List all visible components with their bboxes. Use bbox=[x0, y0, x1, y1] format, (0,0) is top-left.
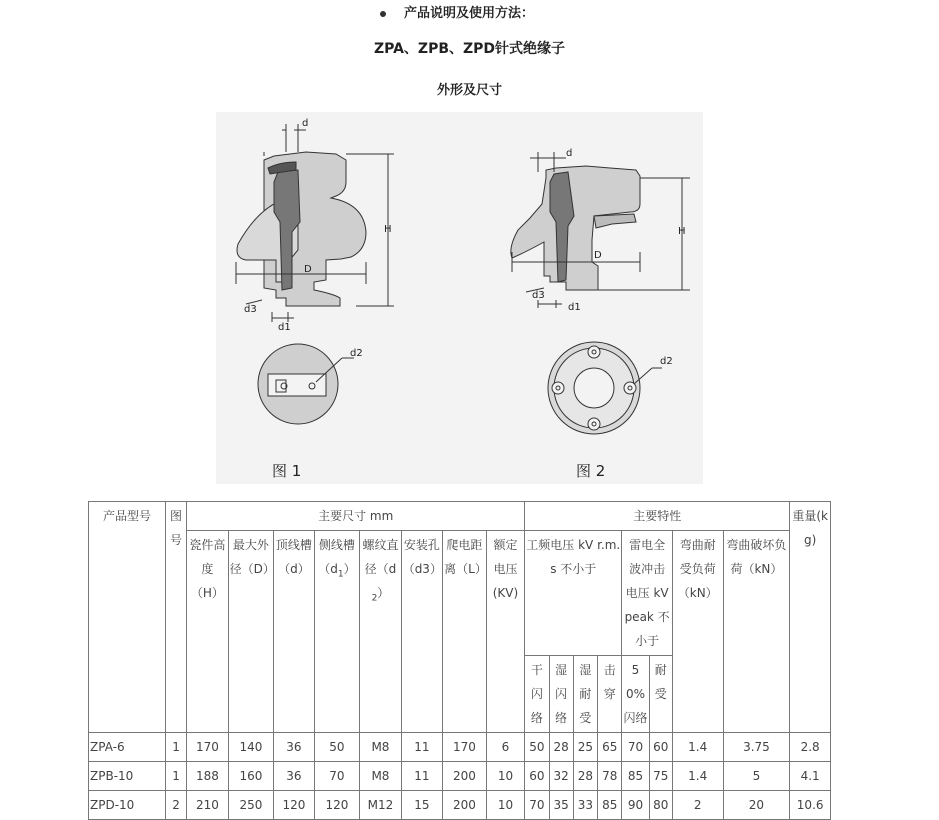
dim-label-d2: d2 bbox=[350, 348, 363, 359]
cell-weight: 10.6 bbox=[790, 791, 831, 820]
cell-kv: 10 bbox=[486, 762, 525, 791]
dim-label-d2-fig2: d2 bbox=[660, 356, 673, 367]
cell-d3: 11 bbox=[401, 762, 442, 791]
cell-50-flashover: 85 bbox=[622, 762, 649, 791]
cell-d3: 11 bbox=[401, 733, 442, 762]
header-d2-close: ） bbox=[377, 586, 390, 600]
cell-fig: 2 bbox=[165, 791, 186, 820]
cell-wet-withstand: 28 bbox=[573, 762, 597, 791]
header-d-top: 顶线槽（d） bbox=[274, 531, 314, 733]
cell-d: 36 bbox=[274, 762, 314, 791]
cell-d1: 50 bbox=[314, 733, 360, 762]
header-fig: 图号 bbox=[165, 502, 186, 733]
figure-1-side-view bbox=[236, 124, 394, 322]
bullet-icon bbox=[380, 11, 386, 17]
table-row bbox=[89, 733, 831, 762]
cell-d1: 120 bbox=[314, 791, 360, 820]
dim-label-d3-fig2: d3 bbox=[532, 290, 545, 301]
header-h: 瓷件高度（H） bbox=[187, 531, 228, 733]
dim-label-d-outer-fig2: D bbox=[594, 250, 602, 261]
figure-2-side-view bbox=[511, 152, 690, 308]
cell-d3: 15 bbox=[401, 791, 442, 820]
cell-model: ZPB-10 bbox=[89, 762, 166, 791]
cell-withstand: 80 bbox=[649, 791, 672, 820]
cell-d-max: 140 bbox=[228, 733, 274, 762]
cell-weight: 4.1 bbox=[790, 762, 831, 791]
header-50-flashover: 50%闪络 bbox=[622, 656, 649, 733]
cell-d2: M8 bbox=[360, 733, 401, 762]
cell-fig: 1 bbox=[165, 762, 186, 791]
cell-d2: M12 bbox=[360, 791, 401, 820]
cell-l: 170 bbox=[443, 733, 487, 762]
dim-label-d3: d3 bbox=[244, 304, 257, 315]
cell-l: 200 bbox=[443, 762, 487, 791]
dim-label-d1-fig2: d1 bbox=[568, 302, 581, 313]
cell-fig: 1 bbox=[165, 733, 186, 762]
dim-label-d1: d1 bbox=[278, 322, 291, 333]
dim-label-h: H bbox=[384, 224, 392, 235]
cell-50-flashover: 90 bbox=[622, 791, 649, 820]
cell-kv: 10 bbox=[486, 791, 525, 820]
header-wet-withstand: 湿耐受 bbox=[573, 656, 597, 733]
cell-puncture: 85 bbox=[598, 791, 622, 820]
cell-h: 188 bbox=[187, 762, 228, 791]
cell-wet: 32 bbox=[549, 762, 573, 791]
header-d1 bbox=[314, 531, 360, 733]
cell-d1: 70 bbox=[314, 762, 360, 791]
dim-label-d: d bbox=[302, 118, 309, 129]
header-d1-text: 侧线槽（d bbox=[318, 538, 355, 576]
cell-h: 210 bbox=[187, 791, 228, 820]
cell-d: 36 bbox=[274, 733, 314, 762]
table-header-row-2 bbox=[89, 531, 831, 656]
section-heading bbox=[380, 2, 534, 21]
figure-1-top-view bbox=[258, 344, 354, 424]
cell-dry: 60 bbox=[525, 762, 549, 791]
header-l: 爬电距离（L） bbox=[443, 531, 487, 733]
cell-puncture: 65 bbox=[598, 733, 622, 762]
header-power-freq: 工频电压 kV r.m.s 不小于 bbox=[525, 531, 622, 656]
cell-model: ZPD-10 bbox=[89, 791, 166, 820]
page-subtitle: 外形及尺寸 bbox=[436, 83, 502, 98]
header-d3: 安装孔（d3） bbox=[401, 531, 442, 733]
cell-puncture: 78 bbox=[598, 762, 622, 791]
cell-model: ZPA-6 bbox=[89, 733, 166, 762]
cell-wet: 28 bbox=[549, 733, 573, 762]
figure-1-caption: 图 1 bbox=[272, 462, 302, 480]
insulator-drawing bbox=[216, 112, 703, 484]
header-d1-sub: 1 bbox=[337, 569, 344, 580]
cell-d2: M8 bbox=[360, 762, 401, 791]
header-wet-flashover: 湿闪络 bbox=[549, 656, 573, 733]
cell-d-max: 250 bbox=[228, 791, 274, 820]
header-bend-break: 弯曲破坏负荷（kN） bbox=[723, 531, 790, 733]
cell-bend: 1.4 bbox=[672, 762, 723, 791]
header-d2 bbox=[360, 531, 401, 733]
header-bend-withstand: 弯曲耐受负荷（kN） bbox=[672, 531, 723, 733]
cell-break: 5 bbox=[723, 762, 790, 791]
header-model: 产品型号 bbox=[89, 502, 166, 733]
header-lightning: 雷电全波冲击电压 kV peak 不小于 bbox=[622, 531, 673, 656]
dim-label-d-outer: D bbox=[304, 264, 312, 275]
table-header-row-1 bbox=[89, 502, 831, 531]
figure-2-caption: 图 2 bbox=[576, 462, 606, 480]
cell-wet: 35 bbox=[549, 791, 573, 820]
cell-weight: 2.8 bbox=[790, 733, 831, 762]
header-d2-sub: 2 bbox=[371, 593, 378, 604]
specification-table bbox=[88, 501, 831, 820]
cell-bend: 1.4 bbox=[672, 733, 723, 762]
cell-wet-withstand: 25 bbox=[573, 733, 597, 762]
header-d1-close: ） bbox=[343, 562, 356, 576]
cell-dry: 50 bbox=[525, 733, 549, 762]
dim-label-h-fig2: H bbox=[678, 226, 686, 237]
header-puncture: 击穿 bbox=[598, 656, 622, 733]
page-title: ZPA、ZPB、ZPD针式绝缘子 bbox=[373, 41, 566, 57]
cell-h: 170 bbox=[187, 733, 228, 762]
header-weight: 重量(kg) bbox=[790, 502, 831, 733]
cell-break: 20 bbox=[723, 791, 790, 820]
header-rated-kv: 额定电压(KV) bbox=[486, 531, 525, 733]
header-dry-flashover: 干闪络 bbox=[525, 656, 549, 733]
cell-break: 3.75 bbox=[723, 733, 790, 762]
dim-label-d-fig2: d bbox=[566, 148, 573, 159]
cell-d: 120 bbox=[274, 791, 314, 820]
cell-d-max: 160 bbox=[228, 762, 274, 791]
cell-wet-withstand: 33 bbox=[573, 791, 597, 820]
header-main-dims: 主要尺寸 mm bbox=[187, 502, 525, 531]
section-heading-text: 产品说明及使用方法： bbox=[404, 6, 535, 21]
cell-withstand: 60 bbox=[649, 733, 672, 762]
cell-bend: 2 bbox=[672, 791, 723, 820]
header-d-max: 最大外径（D） bbox=[228, 531, 274, 733]
header-withstand: 耐受 bbox=[649, 656, 672, 733]
cell-l: 200 bbox=[443, 791, 487, 820]
cell-kv: 6 bbox=[486, 733, 525, 762]
cell-dry: 70 bbox=[525, 791, 549, 820]
table-row bbox=[89, 762, 831, 791]
header-main-props: 主要特性 bbox=[525, 502, 790, 531]
cell-50-flashover: 70 bbox=[622, 733, 649, 762]
header-d2-text: 螺纹直径（d bbox=[362, 538, 399, 576]
figure-2-top-view bbox=[548, 342, 662, 434]
table-row bbox=[89, 791, 831, 820]
cell-withstand: 75 bbox=[649, 762, 672, 791]
